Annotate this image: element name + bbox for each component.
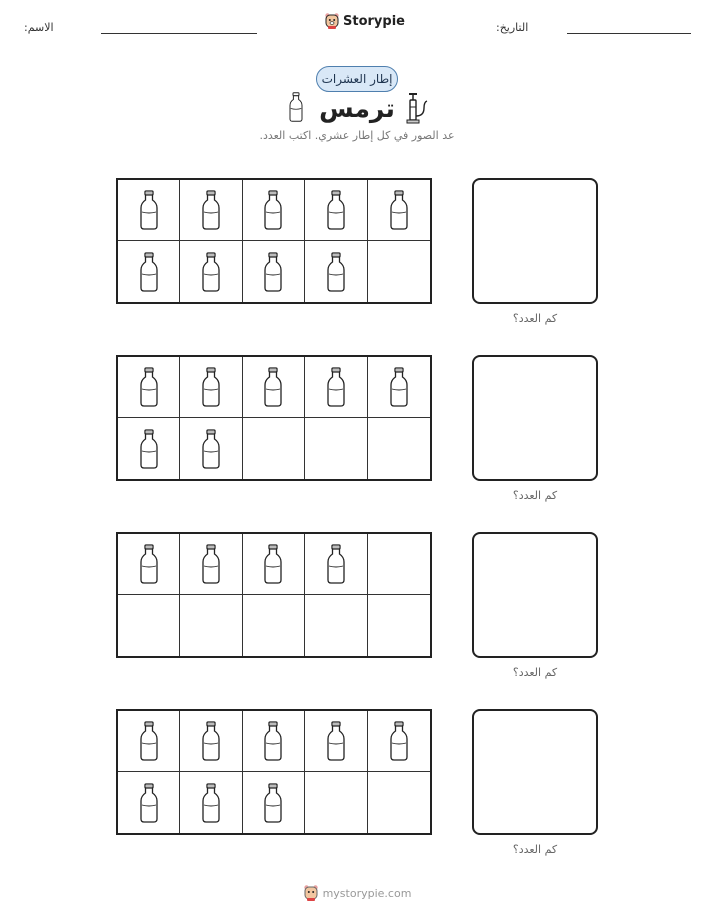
bottle-icon bbox=[139, 721, 159, 761]
bottle-icon bbox=[389, 721, 409, 761]
brand-name: Storypie bbox=[343, 13, 405, 29]
bottle-icon bbox=[201, 721, 221, 761]
frame-cell bbox=[118, 418, 180, 479]
question-label: كم العدد؟ bbox=[512, 312, 558, 325]
bottle-icon bbox=[389, 190, 409, 230]
instructions: عد الصور في كل إطار عشري. اكتب العدد. bbox=[259, 129, 455, 142]
answer-box[interactable] bbox=[472, 709, 598, 835]
name-label: الاسم: bbox=[24, 21, 54, 34]
footer-url[interactable]: mystorypie.com bbox=[322, 886, 412, 900]
frame-cell bbox=[118, 595, 180, 656]
frame-cell bbox=[305, 241, 367, 302]
frame-cell bbox=[118, 241, 180, 302]
bottle-icon bbox=[201, 544, 221, 584]
frame-cell bbox=[368, 357, 430, 418]
date-label: التاريخ: bbox=[496, 21, 529, 34]
bottle-icon bbox=[201, 190, 221, 230]
question-label: كم العدد؟ bbox=[512, 666, 558, 679]
bottle-icon bbox=[263, 367, 283, 407]
bottle-icon bbox=[139, 429, 159, 469]
frame-cell bbox=[305, 772, 367, 833]
frame-cell bbox=[368, 418, 430, 479]
bottle-icon bbox=[326, 544, 346, 584]
frame-cell bbox=[243, 180, 305, 241]
frame-cell bbox=[305, 595, 367, 656]
frame-cell bbox=[180, 241, 242, 302]
frame-cell bbox=[368, 241, 430, 302]
frame-cell bbox=[305, 357, 367, 418]
ten-frame bbox=[116, 532, 432, 658]
frame-cell bbox=[180, 772, 242, 833]
bottle-icon bbox=[263, 721, 283, 761]
frame-cell bbox=[180, 418, 242, 479]
frame-cell bbox=[305, 711, 367, 772]
mascot-icon bbox=[324, 12, 340, 30]
name-line[interactable] bbox=[101, 33, 257, 34]
frame-cell bbox=[180, 711, 242, 772]
bottle-icon bbox=[139, 544, 159, 584]
pump-icon bbox=[404, 92, 430, 124]
frame-cell bbox=[243, 711, 305, 772]
frame-cell bbox=[118, 180, 180, 241]
frame-cell bbox=[243, 241, 305, 302]
ten-frame bbox=[116, 709, 432, 835]
frame-cell bbox=[368, 595, 430, 656]
bottle-icon bbox=[201, 367, 221, 407]
bottle-icon bbox=[139, 190, 159, 230]
bottle-icon bbox=[326, 367, 346, 407]
bottle-icon bbox=[263, 783, 283, 823]
frame-cell bbox=[180, 180, 242, 241]
answer-box[interactable] bbox=[472, 532, 598, 658]
bottle-icon bbox=[263, 252, 283, 292]
footer bbox=[257, 884, 457, 902]
page-title: ترمس bbox=[319, 94, 395, 123]
bottle-icon bbox=[263, 544, 283, 584]
ten-frame bbox=[116, 178, 432, 304]
frame-cell bbox=[368, 534, 430, 595]
bottle-icon bbox=[201, 783, 221, 823]
bottle-icon bbox=[326, 721, 346, 761]
frame-cell bbox=[180, 534, 242, 595]
date-line[interactable] bbox=[567, 33, 691, 34]
frame-cell bbox=[118, 772, 180, 833]
frame-cell bbox=[243, 418, 305, 479]
frame-cell bbox=[180, 595, 242, 656]
frame-cell bbox=[305, 534, 367, 595]
bottle-icon bbox=[201, 429, 221, 469]
answer-box[interactable] bbox=[472, 355, 598, 481]
brand-logo bbox=[324, 12, 405, 30]
frame-cell bbox=[305, 418, 367, 479]
worksheet-tag: إطار العشرات bbox=[316, 66, 398, 92]
answer-box[interactable] bbox=[472, 178, 598, 304]
frame-cell bbox=[243, 595, 305, 656]
frame-cell bbox=[368, 180, 430, 241]
frame-cell bbox=[118, 357, 180, 418]
frame-cell bbox=[243, 772, 305, 833]
bottle-icon bbox=[139, 783, 159, 823]
bottle-icon bbox=[389, 367, 409, 407]
question-label: كم العدد؟ bbox=[512, 843, 558, 856]
question-label: كم العدد؟ bbox=[512, 489, 558, 502]
bottle-icon bbox=[139, 252, 159, 292]
ten-frame bbox=[116, 355, 432, 481]
bottle-icon bbox=[326, 252, 346, 292]
frame-cell bbox=[368, 711, 430, 772]
frame-cell bbox=[368, 772, 430, 833]
frame-cell bbox=[243, 534, 305, 595]
frame-cell bbox=[118, 534, 180, 595]
bottle-icon bbox=[263, 190, 283, 230]
bottle-icon bbox=[326, 190, 346, 230]
frame-cell bbox=[118, 711, 180, 772]
bottle-icon bbox=[201, 252, 221, 292]
frame-cell bbox=[243, 357, 305, 418]
frame-cell bbox=[305, 180, 367, 241]
mascot-icon bbox=[303, 884, 319, 902]
bottle-icon bbox=[139, 367, 159, 407]
frame-cell bbox=[180, 357, 242, 418]
bottle-icon bbox=[288, 92, 304, 122]
